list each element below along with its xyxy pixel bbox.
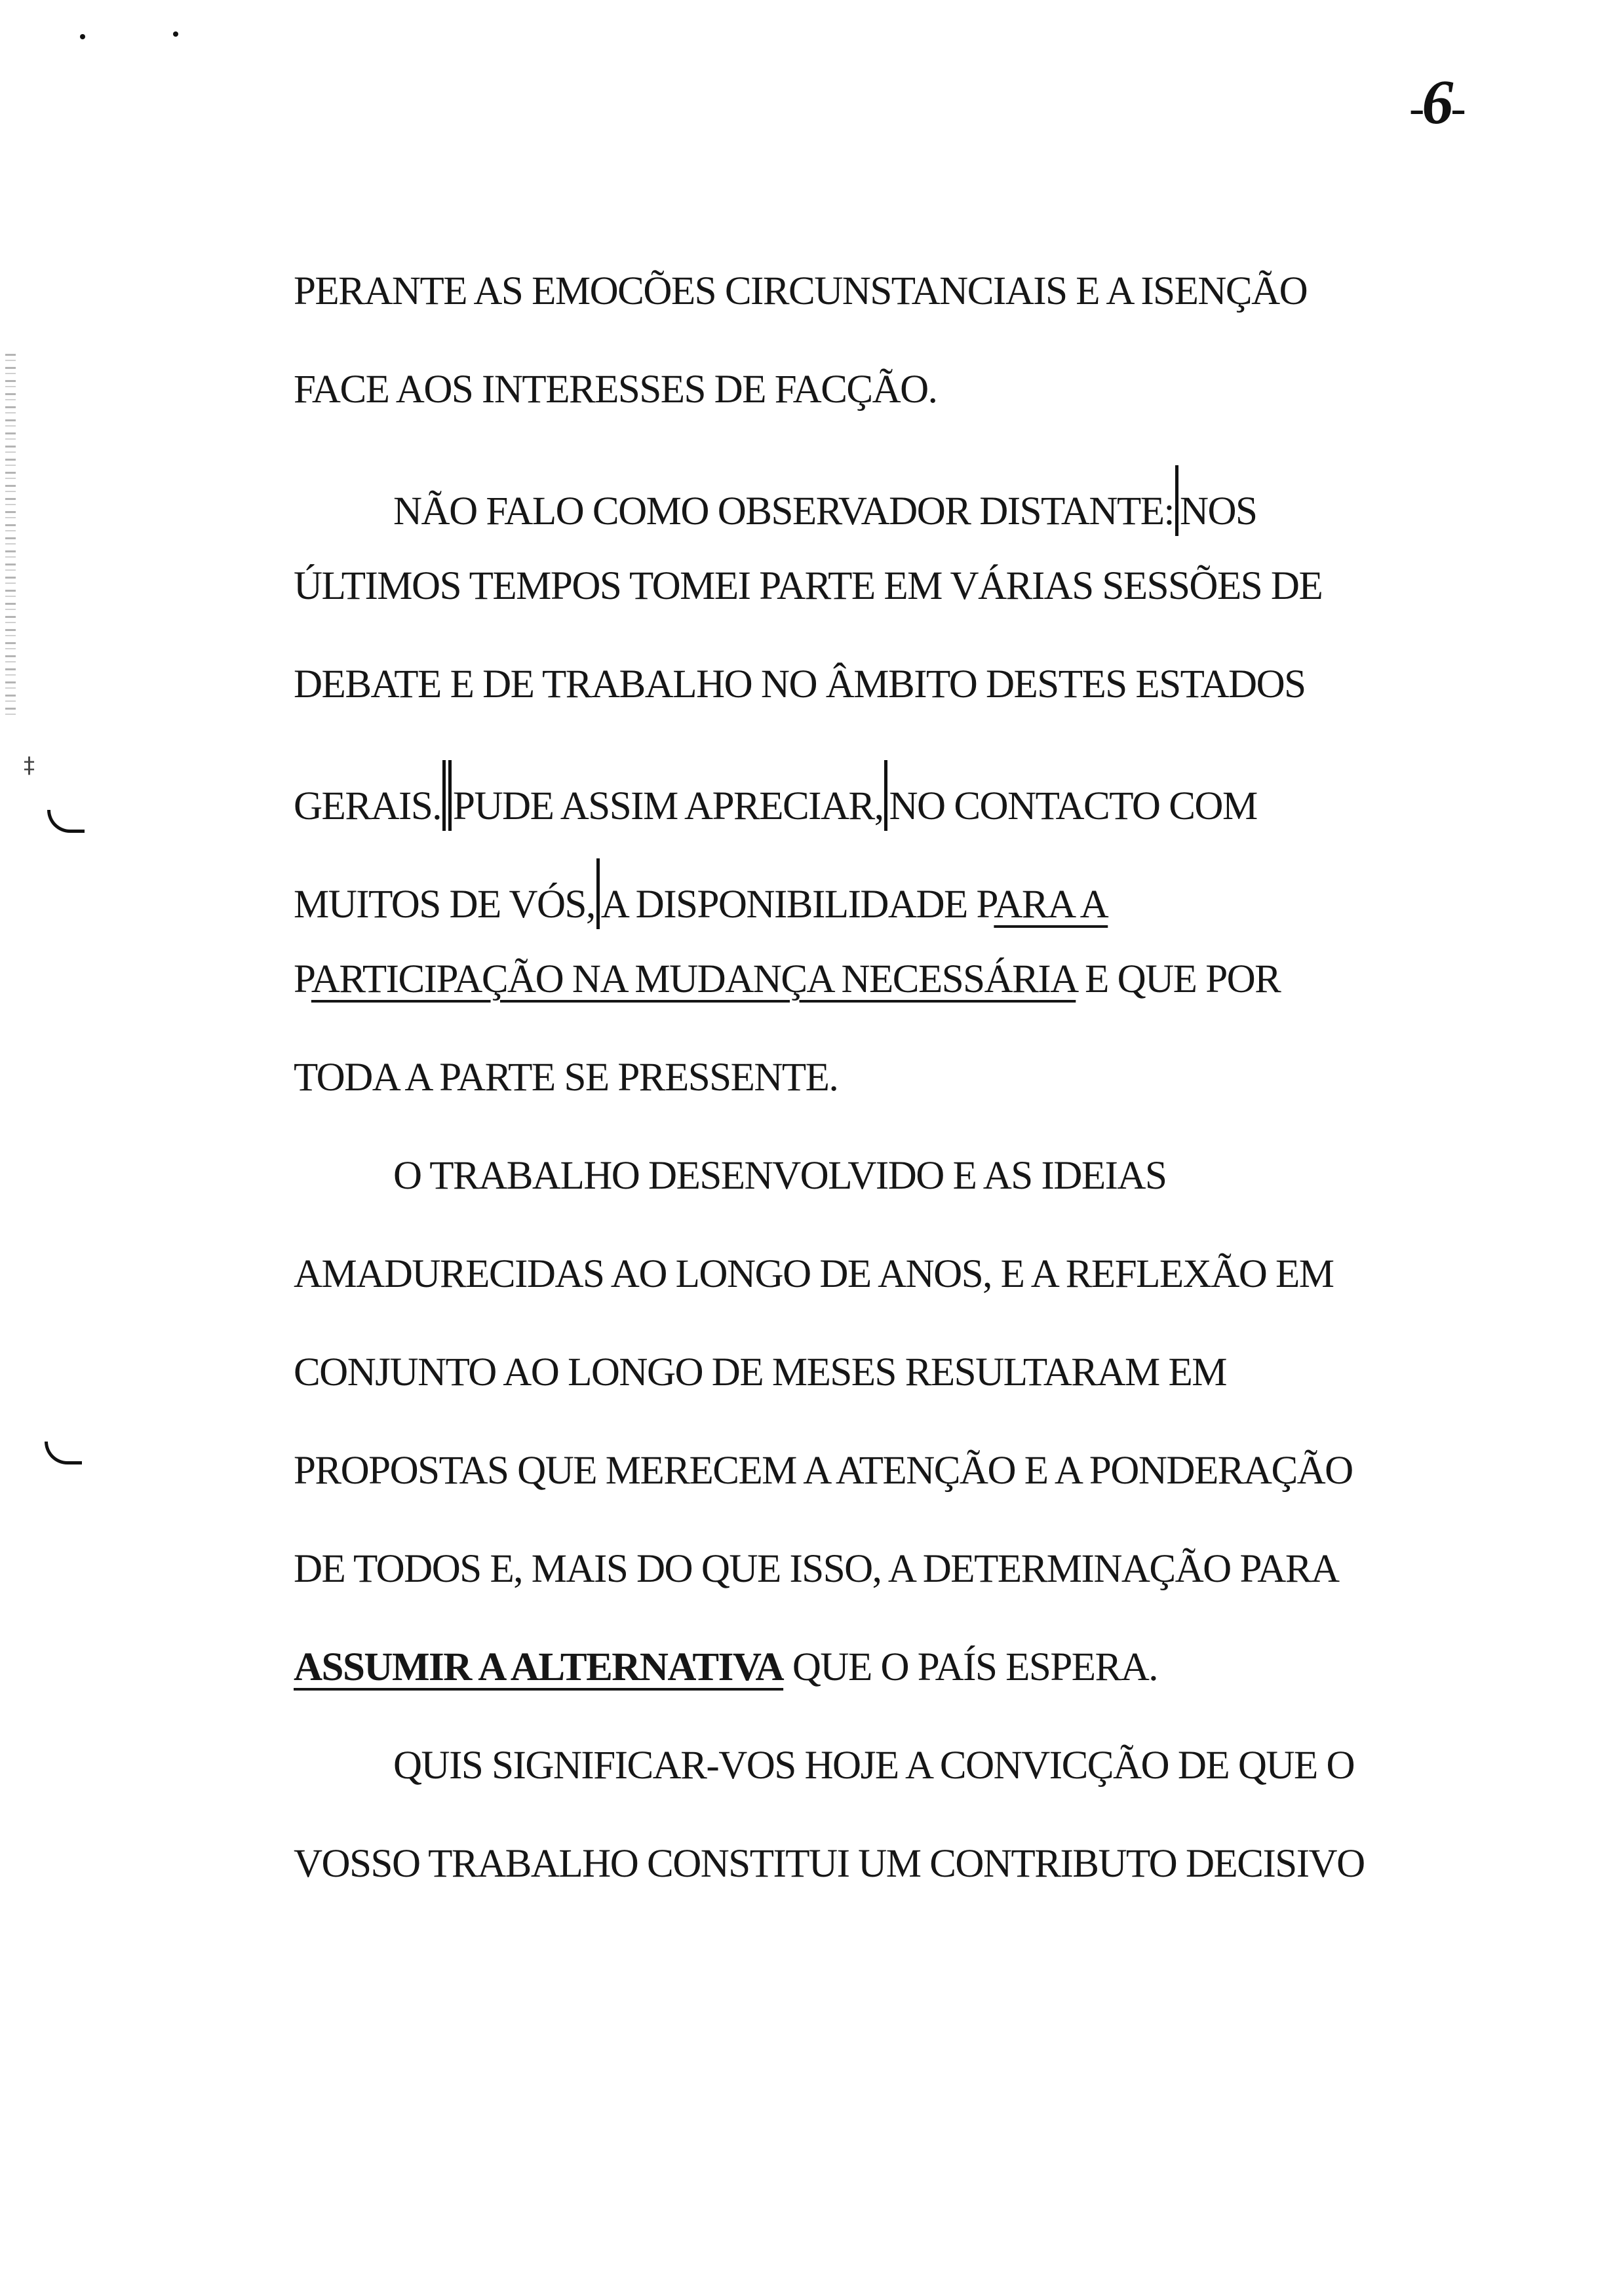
text-line-1: PERANTE AS EMOCÕES CIRCUNSTANCIAIS E A ISENÇÃO (294, 269, 1308, 313)
pause-mark (884, 760, 887, 831)
page-number (1409, 66, 1464, 138)
pause-mark (1175, 465, 1178, 536)
page-number-prefix: - (1409, 83, 1422, 134)
text-line-7: MUITOS DE VÓS, A DISPONIBILIDADE PARA A (294, 858, 1108, 929)
underlined-text: ARA A (994, 883, 1108, 927)
text-line-12: CONJUNTO AO LONGO DE MESES RESULTARAM EM (294, 1350, 1226, 1394)
punch-hole-mark (45, 1442, 82, 1464)
text-line-17: VOSSO TRABALHO CONSTITUI UM CONTRIBUTO DECISIVO (294, 1842, 1365, 1886)
scan-speck: ‡ (24, 752, 35, 778)
scan-speck (173, 31, 178, 37)
text-line-4: ÚLTIMOS TEMPOS TOMEI PARTE EM VÁRIAS SESSÕES DE (294, 564, 1323, 608)
text-line-13: PROPOSTAS QUE MERECEM A ATENÇÃO E A PONDERAÇÃO (294, 1449, 1353, 1493)
text-line-3: NÃO FALO COMO OBSERVADOR DISTANTE: NOS (393, 465, 1256, 536)
punch-hole-mark (47, 810, 85, 833)
text-line-5: DEBATE E DE TRABALHO NO ÂMBITO DESTES ESTADOS (294, 662, 1306, 706)
text-line-8: PARTICIPAÇÃO NA MUDANÇA NECESSÁRIA E QUE POR (294, 957, 1281, 1001)
text-line-9: TODA A PARTE SE PRESSENTE. (294, 1056, 838, 1100)
pause-mark (596, 858, 600, 929)
text-line-11: AMADURECIDAS AO LONGO DE ANOS, E A REFLEXÃO EM (294, 1252, 1334, 1296)
text-line-6: GERAIS. PUDE ASSIM APRECIAR, NO CONTACTO COM (294, 760, 1257, 831)
text-line-14: DE TODOS E, MAIS DO QUE ISSO, A DETERMINAÇÃO PARA (294, 1547, 1339, 1591)
page-number-value: 6 (1422, 67, 1451, 137)
text-line-15: ASSUMIR A ALTERNATIVA QUE O PAÍS ESPERA. (294, 1645, 1158, 1689)
text-line-2: FACE AOS INTERESSES DE FACÇÃO. (294, 368, 937, 411)
scan-edge-noise (5, 354, 16, 721)
double-pause-mark (442, 760, 452, 831)
bold-underlined-text: ASSUMIR A ALTERNATIVA (294, 1645, 784, 1689)
page-number-suffix: - (1450, 83, 1464, 134)
underlined-text: ARTICIPAÇÃO NA MUDANÇA NECESSÁRIA (311, 957, 1076, 1001)
text-line-16: QUIS SIGNIFICAR-VOS HOJE A CONVICÇÃO DE QUE O (393, 1744, 1355, 1788)
scan-speck (80, 34, 85, 39)
text-line-10: O TRABALHO DESENVOLVIDO E AS IDEIAS (393, 1154, 1167, 1198)
